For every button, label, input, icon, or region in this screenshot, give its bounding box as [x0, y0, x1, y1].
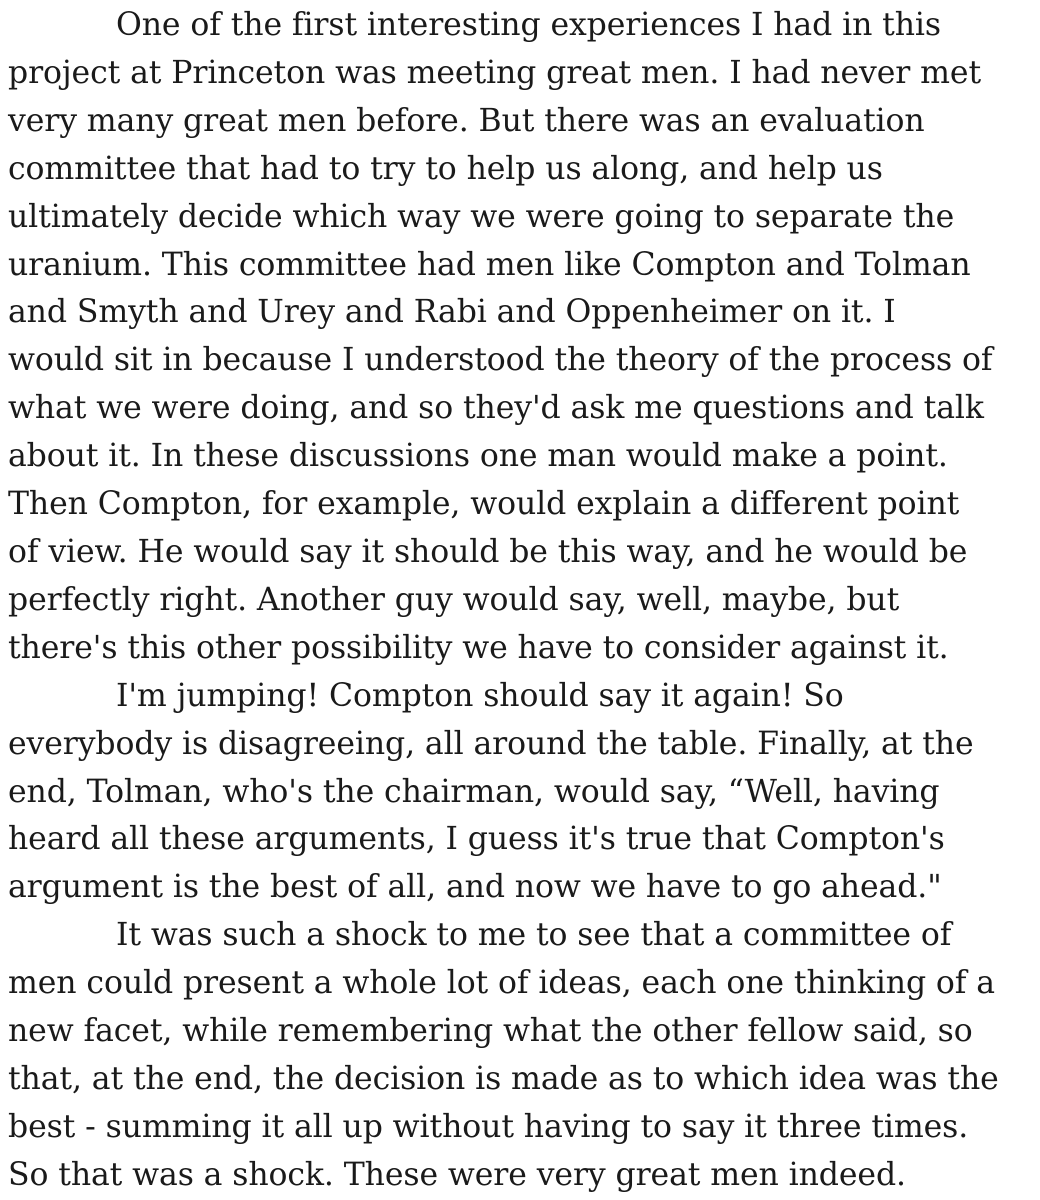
paragraph-1: One of the first interesting experiences I had in this project at Princeton was meeting great men. I had never met very many great men before. But there was an evaluation committee that had to try to help us along, and help us ultimately decide which way we were going to separate the uranium. This committee had men like Compton and Tolman and Smyth and Urey and Rabi and Oppenheimer on it. I would sit in because I understood the theory of the process of what we were doing, and so they'd ask me questions and talk about it. In these discussions one man would make a point. Then Compton, for example, would explain a different point of view. He would say it should be this way, and he would be perfectly right. Another guy would say, well, maybe, but there's this other possibility we have to consider against it.: [8, 7, 993, 666]
paragraph-2: I'm jumping! Compton should say it again! So everybody is disagreeing, all around the table. Finally, at the end, Tolman, who's the chairman, would say, “Well, having heard all these arguments, I guess it's true that Compton's argument is the best of all, and now we have to go ahead.": [8, 677, 974, 906]
paragraph-3: It was such a shock to me to see that a committee of men could present a whole lot of ideas, each one thinking of a new facet, while remembering what the other fellow said, so that, at the end, the decision is made as to which idea was the best - summing it all up without having to say it three times. So that was a shock. These were very great men indeed.: [8, 917, 999, 1193]
